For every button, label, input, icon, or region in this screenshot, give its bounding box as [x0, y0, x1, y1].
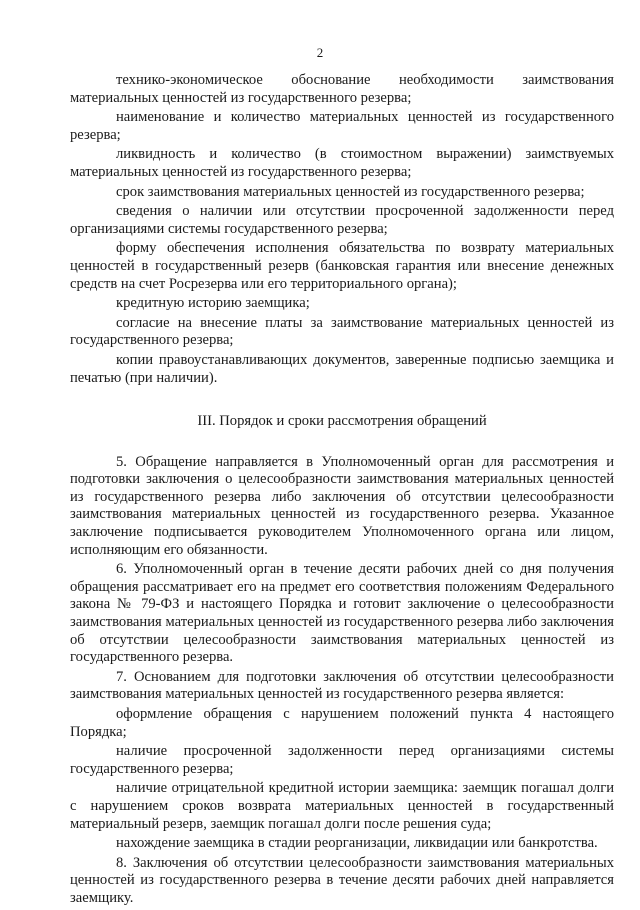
list-item: копии правоустанавливающих документов, заверенные подписью заемщика и печатью (при наличии). [70, 351, 614, 386]
list-item: наличие отрицательной кредитной истории заемщика: заемщик погашал долги с нарушением сроков возврата материальных ценностей в государственный материальный резерв, заемщик погашал долги после решения суда; [70, 780, 614, 832]
list-item: оформление обращения с нарушением положений пункта 4 настоящего Порядка; [70, 706, 614, 740]
list-item: форму обеспечения исполнения обязательства по возврату материальных ценностей в государственный резерв (банковская гарантия или внесение денежных средств на счет Росрезерва или его территориального органа); [70, 240, 614, 292]
section-heading: III. Порядок и сроки рассмотрения обращений [197, 413, 487, 430]
list-item: наименование и количество материальных ценностей из государственного резерва; [70, 109, 614, 143]
page-number: 2 [316, 45, 324, 60]
paragraph-6: 6. Уполномоченный орган в течение десяти рабочих дней со дня получения обращения рассматривает его на предмет его соответствия положениям Федерального закона № 79-ФЗ и настоящего Порядка и готовит заключение о целесообразности заимствования материальных ценностей из государственного резерва либо заключения об отсутствии целесообразности заимствования материальных ценностей из государственного резерва. [70, 561, 614, 666]
list-item: сведения о наличии или отсутствии просроченной задолженности перед организациями системы государственного резерва; [70, 203, 614, 237]
paragraph-5: 5. Обращение направляется в Уполномоченный орган для рассмотрения и подготовки заключения о целесообразности заимствования материальных ценностей из государственного резерва либо заключения об отсутствии целесообразности заимствования материальных ценностей из государственного резерва. Указанное заключение подписывается руководителем Уполномоченного органа или лицом, исполняющим его обязанности. [70, 453, 614, 558]
paragraph-7-intro: 7. Основанием для подготовки заключения об отсутствии целесообразности заимствования материальных ценностей из государственного резерва является: [70, 668, 614, 703]
list-item: срок заимствования материальных ценностей из государственного резерва; [116, 183, 585, 200]
list-item: ликвидность и количество (в стоимостном выражении) заимствуемых материальных ценностей из государственного резерва; [70, 146, 614, 180]
document-body [70, 72, 614, 910]
paragraph-8: 8. Заключения об отсутствии целесообразности заимствования материальных ценностей из государственного резерва в течение десяти рабочих дней направляется заемщику. [70, 854, 614, 906]
list-item: наличие просроченной задолженности перед организациями системы государственного резерва; [70, 743, 614, 777]
list-item: кредитную историю заемщика; [116, 295, 310, 312]
list-item: согласие на внесение платы за заимствование материальных ценностей из государственного резерва; [70, 314, 614, 349]
list-item: нахождение заемщика в стадии реорганизации, ликвидации или банкротства. [116, 835, 598, 852]
list-item: технико-экономическое обоснование необходимости заимствования материальных ценностей из государственного резерва; [70, 72, 614, 106]
